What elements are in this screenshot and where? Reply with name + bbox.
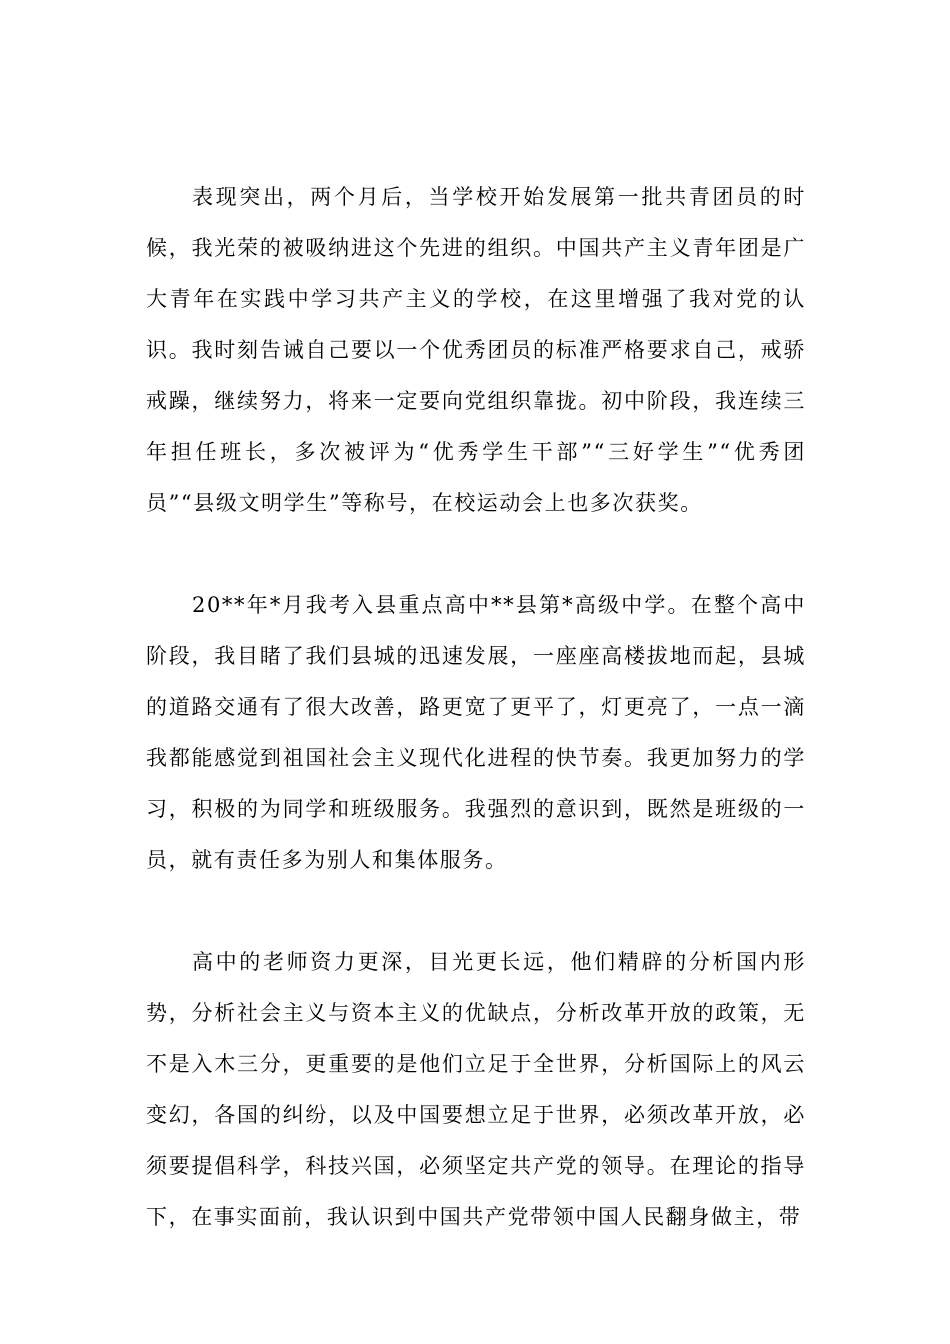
paragraph-1: 表现突出，两个月后，当学校开始发展第一批共青团员的时候，我光荣的被吸纳进这个先进的组织。中国共产主义青年团是广大青年在实践中学习共产主义的学校，在这里增强了我对党的认识。我时刻告诫自己要以一个优秀团员的标准严格要求自己，戒骄戒躁，继续努力，将来一定要向党组织靠拢。初中阶段，我连续三年担任班长，多次被评为“优秀学生干部”“三好学生”“优秀团员”“县级文明学生”等称号，在校运动会上也多次获奖。 bbox=[146, 185, 806, 515]
document-body bbox=[146, 172, 806, 1294]
paragraph-2: 20**年*月我考入县重点高中**县第*高级中学。在整个高中阶段，我目睹了我们县城的迅速发展，一座座高楼拔地而起，县城的道路交通有了很大改善，路更宽了更平了，灯更亮了，一点一滴我都能感觉到祖国社会主义现代化进程的快节奏。我更加努力的学习，积极的为同学和班级服务。我强烈的意识到，既然是班级的一员，就有责任多为别人和集体服务。 bbox=[146, 593, 806, 872]
paragraph-3: 高中的老师资力更深，目光更长远，他们精辟的分析国内形势，分析社会主义与资本主义的优缺点，分析改革开放的政策，无不是入木三分，更重要的是他们立足于全世界，分析国际上的风云变幻，各国的纠纷，以及中国要想立足于世界，必须改革开放，必须要提倡科学，科技兴国，必须坚定共产党的领导。在理论的指导下，在事实面前，我认识到中国共产党带领中国人民翻身做主，带 bbox=[146, 950, 806, 1229]
